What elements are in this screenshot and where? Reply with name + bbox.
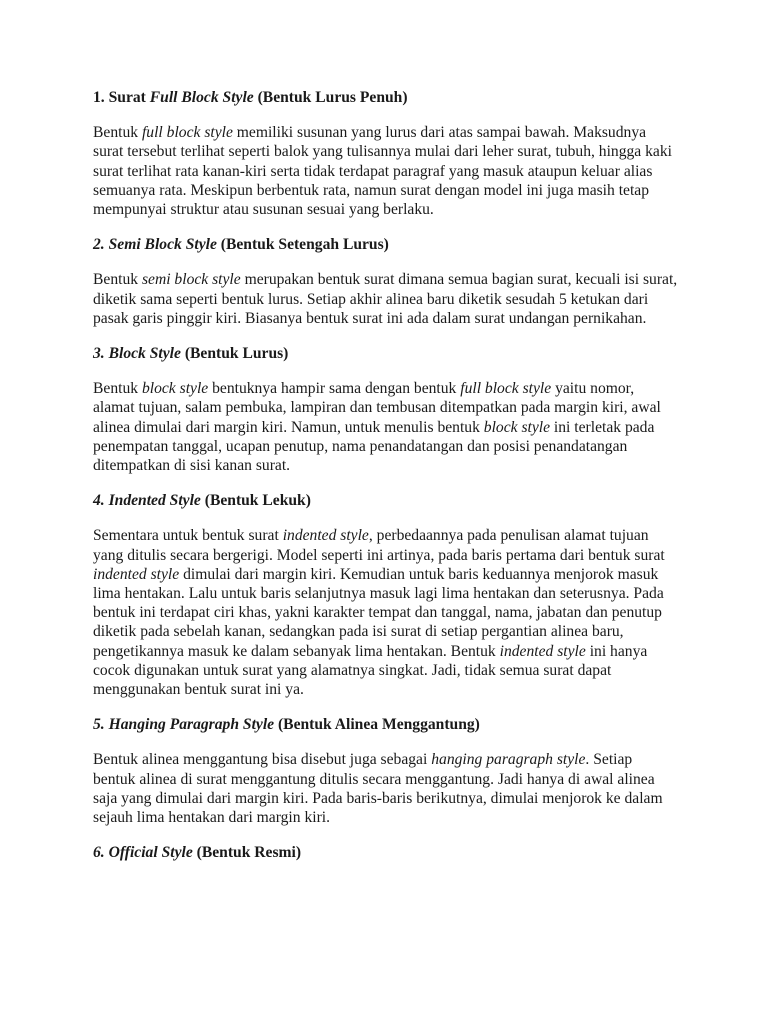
section-3-paragraph [93, 379, 678, 475]
heading-text: (Bentuk Lekuk) [200, 492, 311, 510]
body-text: Bentuk [93, 380, 142, 398]
body-text: yaitu nomor, alamat tujuan, salam pembuka, lampiran dan tembusan ditempatkan pada margin kiri, awal alinea dimulai dari margin kiri. Namun, untuk menulis bentuk [93, 380, 661, 436]
body-text: Bentuk [93, 124, 142, 142]
heading-text: (Bentuk Setengah Lurus) [216, 236, 389, 254]
body-italic-text: indented style [499, 642, 586, 660]
heading-text: (Bentuk Lurus) [180, 345, 289, 363]
body-text: ini hanya cocok digunakan untuk surat yang alamatnya singkat. Jadi, tidak semua surat dapat menggunakan bentuk surat ini ya. [93, 642, 648, 699]
section-3-heading [93, 344, 678, 363]
heading-italic-text: 5. Hanging Paragraph Style [93, 716, 275, 734]
heading-italic-text: 6. Official Style [93, 844, 193, 862]
section-4-heading [93, 491, 678, 510]
heading-text: (Bentuk Alinea Menggantung) [274, 716, 480, 734]
body-text: Sementara untuk bentuk surat [93, 527, 283, 545]
body-text: Bentuk alinea menggantung bisa disebut juga sebagai [93, 751, 432, 769]
body-text: memiliki susunan yang lurus dari atas sampai bawah. Maksudnya surat tersebut terlihat seperti balok yang tulisannya mulai dari leher surat, tubuh, hingga kaki surat terlihat rata kanan-kiri serta tidak terdapat paragraf yang masuk ataupun keluar alias semuanya rata. Meskipun berbentuk rata, namun surat dengan model ini juga masih tetap mempunyai struktur atau susunan sesuai yang berlaku. [93, 124, 672, 219]
heading-italic-text: Full Block Style [149, 89, 254, 106]
section-1-heading [93, 88, 678, 107]
heading-italic-text: 2. Semi Block Style [93, 236, 217, 254]
body-text: bentuknya hampir sama dengan bentuk [208, 380, 461, 398]
body-text: dimulai dari margin kiri. Kemudian untuk baris keduannya menjorok masuk lima hentakan. Lalu untuk baris selanjutnya masuk lagi lima hentakan dan seterusnya. Pada bentuk ini terdapat ciri khas, yakni karakter tempat dan tanggal, nama, jabatan dan penutup diketik pada sebelah kanan, sedangkan pada isi surat di setiap pergantian alinea baru, pengetikannya masuk ke dalam sebanyak lima hentakan. Bentuk [93, 565, 664, 660]
section-6-heading [93, 843, 678, 862]
heading-text: (Bentuk Resmi) [192, 844, 302, 862]
heading-text: 1. Surat [93, 89, 150, 106]
heading-italic-text: 4. Indented Style [93, 492, 201, 510]
heading-italic-text: 3. Block Style [93, 345, 181, 363]
body-text: ini terletak pada penempatan tanggal, ucapan penutup, nama penandatangan dan posisi penandatangan ditempatkan di sisi kanan surat. [93, 418, 655, 475]
document-page [93, 88, 678, 879]
section-2-heading [93, 235, 678, 254]
body-italic-text: indented style [282, 527, 369, 545]
body-text: Bentuk [93, 271, 142, 289]
body-text: merupakan bentuk surat dimana semua bagian surat, kecuali isi surat, diketik sama seperti bentuk lurus. Setiap akhir alinea baru diketik sesudah 5 ketukan dari pasak garis pinggir kiri. Biasanya bentuk surat ini ada dalam surat undangan pernikahan. [93, 271, 678, 327]
body-italic-text: semi block style [141, 271, 241, 289]
body-text: , perbedaannya pada penulisan alamat tujuan yang ditulis secara bergerigi. Model seperti ini artinya, pada baris pertama dari bentuk surat [93, 527, 665, 564]
section-4-paragraph [93, 526, 678, 699]
body-italic-text: indented style [93, 565, 180, 583]
section-1-paragraph [93, 123, 678, 219]
heading-text: (Bentuk Lurus Penuh) [253, 89, 408, 106]
body-text: . Setiap bentuk alinea di surat menggantung ditulis secara menggantung. Jadi hanya di awal alinea saja yang dimulai dari margin kiri. Pada baris-baris berikutnya, dimulai menjorok ke dalam sejauh lima hentakan dari margin kiri. [93, 751, 663, 827]
section-5-heading [93, 715, 678, 734]
body-italic-text: full block style [460, 380, 552, 398]
section-2-paragraph [93, 270, 678, 328]
body-italic-text: full block style [141, 124, 233, 142]
body-italic-text: block style [483, 418, 551, 436]
section-5-paragraph [93, 750, 678, 827]
body-italic-text: hanging paragraph style [431, 751, 586, 769]
body-italic-text: block style [141, 380, 209, 398]
